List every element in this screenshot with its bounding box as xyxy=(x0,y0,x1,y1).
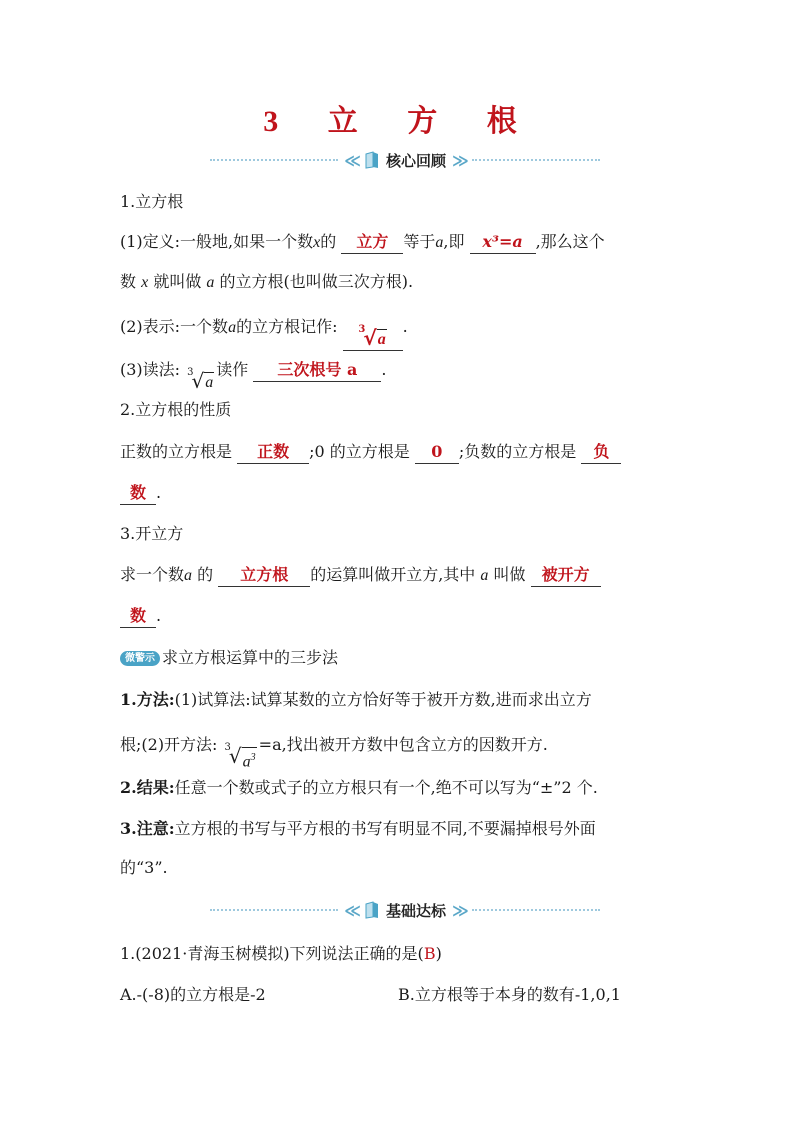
properties-line-1: 正数的立方根是 正数 ;0 的立方根是 0 ;负数的立方根是 负 xyxy=(120,440,621,464)
divider xyxy=(472,909,600,911)
tip-heading-line: 微警示 求立方根运算中的三步法 xyxy=(120,646,338,670)
answer-blank: x³=a xyxy=(470,231,536,254)
divider xyxy=(210,909,338,911)
answer-blank: 三次根号 a xyxy=(253,359,381,382)
cube-root-symbol: 3 √ a xyxy=(187,367,214,393)
answer-blank: 被开方 xyxy=(531,564,601,587)
heading-cube-root: 1.立方根 xyxy=(120,192,184,211)
answer-blank: 正数 xyxy=(237,441,309,464)
tip-note-line-1: 3.注意:立方根的书写与平方根的书写有明显不同,不要漏掉根号外面 xyxy=(120,819,596,838)
definition-line-1: (1)定义:一般地,如果一个数x的 立方 等于a,即 x³=a ,那么这个 xyxy=(120,230,605,254)
divider xyxy=(210,159,338,161)
tip-method-line-1: 1.方法:(1)试算法:试算某数的立方恰好等于被开方数,进而求出立方 xyxy=(120,690,592,709)
chevron-left-double-icon: ≪ xyxy=(344,900,358,920)
properties-line-2: 数 . xyxy=(120,481,161,505)
heading-properties: 2.立方根的性质 xyxy=(120,400,232,419)
page-title: 3 立 方 根 xyxy=(263,105,531,138)
reading-line: (3)读法: 3 √ a 读作 三次根号 a . xyxy=(120,360,387,393)
chevron-right-double-icon: ≫ xyxy=(452,150,466,170)
option-b: B.立方根等于本身的数有-1,0,1 xyxy=(398,985,621,1004)
question-1: 1.(2021·青海玉树模拟)下列说法正确的是(B) xyxy=(120,944,442,963)
notation-line: (2)表示:一个数a的立方根记作: 3 √ a . xyxy=(120,317,408,350)
extraction-line-1: 求一个数a 的 立方根 的运算叫做开立方,其中 a 叫做 被开方 xyxy=(120,563,601,587)
answer-blank: 负 xyxy=(581,441,621,464)
cube-root-symbol: 3 √ a xyxy=(358,324,386,350)
chevron-left-double-icon: ≪ xyxy=(344,150,358,170)
divider xyxy=(472,159,600,161)
cube-root-symbol: 3 √ $a^3$ xyxy=(224,742,256,771)
answer-blank xyxy=(343,316,403,351)
heading-extraction: 3.开立方 xyxy=(120,524,184,543)
answer-blank: 立方 xyxy=(341,231,403,254)
answer-choice: B xyxy=(423,944,436,963)
extraction-line-2: 数 . xyxy=(120,604,161,628)
book-icon xyxy=(364,901,380,919)
section-header-review xyxy=(210,149,600,171)
answer-blank: 立方根 xyxy=(218,564,310,587)
book-icon xyxy=(364,151,380,169)
option-a: A.-(-8)的立方根是-2 xyxy=(120,985,266,1004)
section-title: 核心回顾 xyxy=(386,151,447,170)
answer-blank: 数 xyxy=(120,605,156,628)
chevron-right-double-icon: ≫ xyxy=(452,900,466,920)
answer-blank: 数 xyxy=(120,482,156,505)
tip-note-line-2: 的“3”. xyxy=(120,858,168,877)
tip-method-line-2: 根;(2)开方法: 3 √ $a^3$ =a,找出被开方数中包含立方的因数开方. xyxy=(120,735,548,771)
tip-result-line: 2.结果:任意一个数或式子的立方根只有一个,绝不可以写为“±”2 个. xyxy=(120,778,598,797)
answer-blank: 0 xyxy=(415,441,459,464)
warning-badge: 微警示 xyxy=(120,651,160,666)
section-header-basic xyxy=(210,899,600,921)
section-title: 基础达标 xyxy=(386,901,447,920)
definition-line-2: 数 x 就叫做 a 的立方根(也叫做三次方根). xyxy=(120,272,414,291)
